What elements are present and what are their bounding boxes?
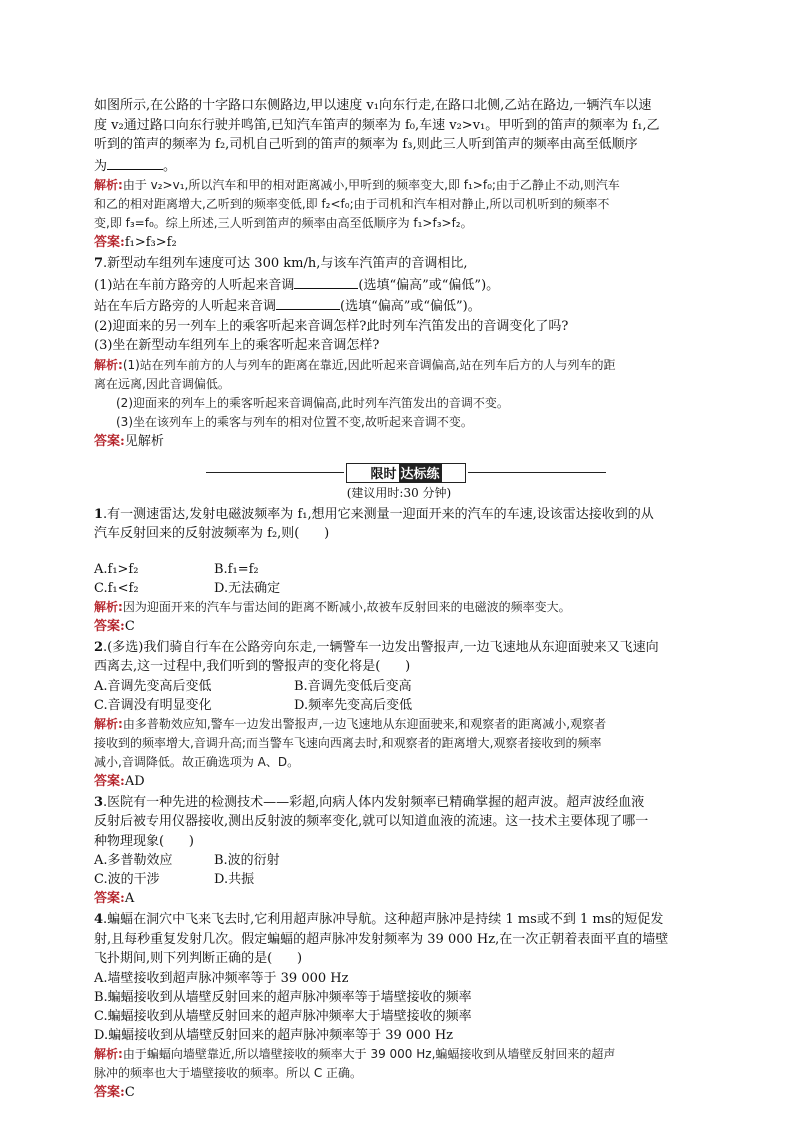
analysis: 解析:因为迎面开来的汽车与雷达间的距离不断减小,故被车反射回来的电磁波的频率变大。 — [94, 599, 571, 614]
option-a[interactable]: A.f₁>f₂ — [94, 561, 139, 577]
option-a[interactable]: A.墙壁接收到超声脉冲频率等于 39 000 Hz — [94, 970, 349, 986]
option-d[interactable]: D.频率先变高后变低 — [294, 697, 413, 713]
question-stem: 射,且每秒重复发射几次。假定蝙蝠的超声脉冲发射频率为 39 000 Hz,在一次正朝着表面平直的墙壁 — [94, 931, 669, 947]
answer-blank[interactable] — [107, 155, 163, 170]
options — [94, 969, 704, 1045]
question-text: 听到的笛声的频率为 f₂,司机自己听到的笛声的频率为 f₃,则此三人听到笛声的频率由高至低顺序 — [94, 137, 638, 152]
question-part: 站在车后方路旁的人听起来音调 (选填“偏高”或“偏低”)。 — [94, 295, 704, 317]
answer: 答案:C — [94, 1084, 135, 1100]
question-stem: 反射后被专用仪器接收,测出反射波的频率变化,就可以知道血液的流速。这一技术主要体现了哪一 — [94, 814, 649, 829]
analysis: 解析:由于 v₂>v₁,所以汽车和甲的相对距离减小,甲听到的频率变大,即 f₁>f₀;由于乙静止不动,则汽车 — [94, 178, 620, 192]
analysis: 解析:(1)站在列车前方的人与列车的距离在靠近,因此听起来音调偏高,站在列车后方的人与列车的距 — [94, 357, 616, 372]
intro-question — [94, 96, 704, 252]
question-7 — [94, 254, 704, 451]
options — [94, 560, 704, 598]
divider — [206, 472, 344, 473]
question-part: (2)迎面来的另一列车上的乘客听起来音调怎样?此时列车汽笛发出的音调变化了吗? — [94, 318, 569, 334]
option-d[interactable]: D.蝙蝠接收到从墙壁反射回来的超声脉冲频率等于 39 000 Hz — [94, 1027, 454, 1043]
question-text: 如图所示,在公路的十字路口东侧路边,甲以速度 v₁向东行走,在路口北侧,乙站在路边,一辆汽车以速 — [94, 98, 652, 113]
question-1 — [94, 505, 704, 636]
question-stem: 4.蝙蝠在洞穴中飞来飞去时,它利用超声脉冲导航。这种超声脉冲是持续 1 ms或不到 1 ms的短促发 — [94, 912, 664, 927]
question-stem: 2.(多选)我们骑自行车在公路旁向东走,一辆警车一边发出警报声,一边飞速地从东迎面驶来又飞速向 — [94, 639, 659, 655]
question-part: (1)站在车前方路旁的人听起来音调 (选填“偏高”或“偏低”)。 — [94, 274, 704, 296]
analysis: (2)迎面来的列车上的乘客听起来音调偏高,此时列车汽笛发出的音调不变。 — [116, 395, 509, 410]
analysis: 变,即 f₃=f₀。综上所述,三人听到笛声的频率由高至低顺序为 f₁>f₃>f₂。 — [94, 216, 473, 230]
option-b[interactable]: B.音调先变低后变高 — [294, 678, 412, 694]
option-c[interactable]: C.蝙蝠接收到从墙壁反射回来的超声脉冲频率大于墙壁接收的频率 — [94, 1008, 472, 1024]
answer: 答案:AD — [94, 773, 145, 789]
option-d[interactable]: D.无法确定 — [214, 580, 281, 596]
analysis: 和乙的相对距离增大,乙听到的频率变低,即 f₂<f₀;由于司机和汽车相对静止,所以司机听到的频率不 — [94, 197, 610, 211]
analysis: 解析:由多普勒效应知,警车一边发出警报声,一边飞速地从东迎面驶来,和观察者的距离减小,观察者 — [94, 716, 607, 731]
question-stem: 1.有一测速雷达,发射电磁波频率为 f₁,想用它来测量一迎面开来的汽车的车速,设该雷达接收到的从 — [94, 506, 654, 522]
options — [94, 677, 704, 715]
option-d[interactable]: D.共振 — [214, 872, 255, 887]
question-2 — [94, 638, 704, 791]
answer: 答案:A — [94, 891, 135, 906]
question-stem: 7.新型动车组列车速度可达 300 km/h,与该车汽笛声的音调相比, — [94, 256, 468, 271]
option-a[interactable]: A.多普勒效应 — [94, 853, 173, 868]
analysis: 离在远离,因此音调偏低。 — [94, 376, 230, 391]
question-text: 为 。 — [94, 155, 704, 177]
question-text: 度 v₂通过路口向东行驶并鸣笛,已知汽车笛声的频率为 f₀,车速 v₂>v₁。甲听到的笛声的频率为 f₁,乙 — [94, 117, 660, 133]
document-page — [94, 96, 704, 1104]
option-c[interactable]: C.音调没有明显变化 — [94, 697, 212, 713]
options — [94, 851, 704, 889]
question-part: (3)坐在新型动车组列车上的乘客听起来音调怎样? — [94, 338, 380, 353]
option-a[interactable]: A.音调先变高后变低 — [94, 678, 212, 694]
suggested-time: (建议用时:30 分钟) — [346, 485, 452, 500]
option-c[interactable]: C.波的干涉 — [94, 872, 160, 887]
question-stem: 3.医院有一种先进的检测技术——彩超,向病人体内发射频率已精确掌握的超声波。超声波经血液 — [94, 794, 645, 810]
question-stem: 汽车反射回来的反射波频率为 f₂,则( ) — [94, 526, 330, 541]
answer: 答案:C — [94, 618, 135, 634]
analysis: 脉冲的频率也大于墙壁接收的频率。所以 C 正确。 — [94, 1065, 363, 1080]
answer-blank[interactable] — [294, 274, 358, 289]
question-3 — [94, 793, 704, 909]
analysis: 减小,音调降低。故正确选项为 A、D。 — [94, 754, 300, 769]
option-b[interactable]: B.蝙蝠接收到从墙壁反射回来的超声脉冲频率等于墙壁接收的频率 — [94, 989, 472, 1005]
section-banner — [94, 461, 704, 485]
answer-blank[interactable] — [276, 295, 340, 310]
analysis: (3)坐在该列车上的乘客与列车的相对位置不变,故听起来音调不变。 — [116, 414, 473, 429]
question-4 — [94, 910, 704, 1102]
option-c[interactable]: C.f₁<f₂ — [94, 580, 139, 596]
analysis: 解析:由于蝙蝠向墙壁靠近,所以墙壁接收的频率大于 39 000 Hz,蝙蝠接收到从墙壁反射回来的超声 — [94, 1046, 616, 1061]
option-b[interactable]: B.波的衍射 — [214, 853, 280, 868]
answer: 答案:见解析 — [94, 433, 164, 449]
divider — [468, 472, 606, 473]
question-stem: 种物理现象( ) — [94, 833, 194, 849]
question-stem: 西离去,这一过程中,我们听到的警报声的变化将是( ) — [94, 659, 411, 674]
analysis: 接收到的频率增大,音调升高;而当警车飞速向西离去时,和观察者的距离增大,观察者接收到的频率 — [94, 735, 602, 750]
option-b[interactable]: B.f₁=f₂ — [214, 561, 259, 577]
question-stem: 飞扑期间,则下列判断正确的是( ) — [94, 951, 303, 966]
section-title: 限时 达标练 — [346, 463, 466, 483]
answer: 答案:f₁>f₃>f₂ — [94, 235, 177, 250]
